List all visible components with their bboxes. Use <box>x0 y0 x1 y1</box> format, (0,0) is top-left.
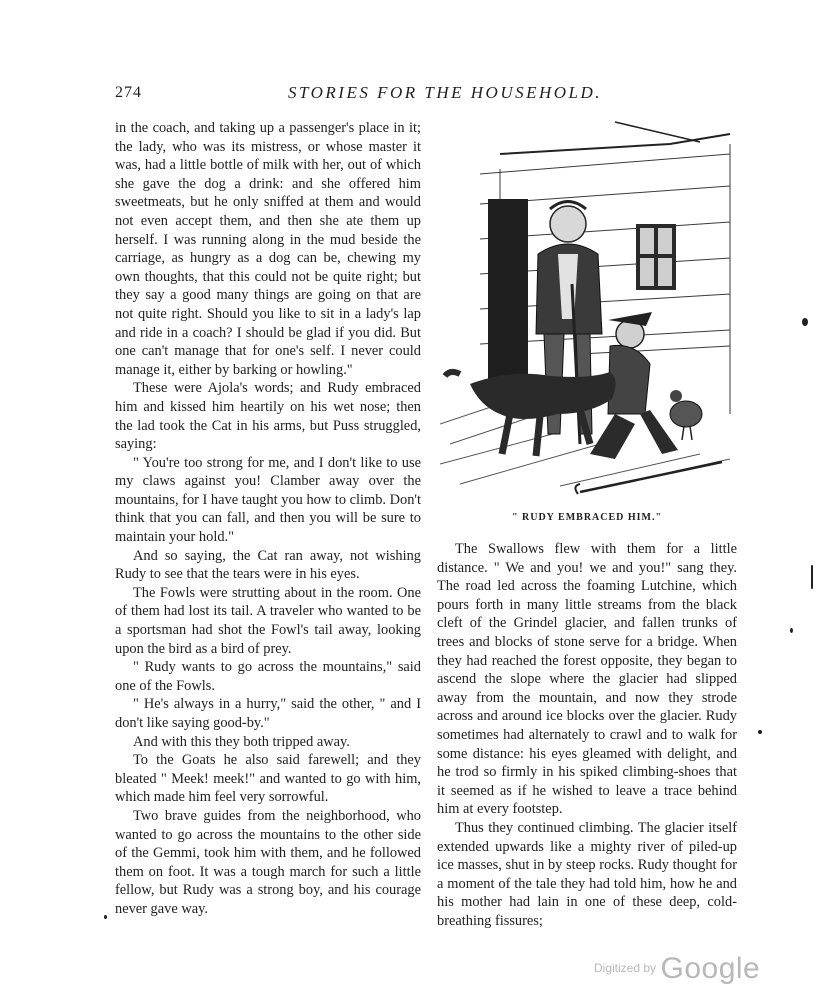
paragraph: " You're too strong for me, and I don't like to use my claws against you! Clamber away over the mountains, for I have taught you how to climb. Don't think that you can fall, and then you will be sure to maintain your hold." <box>115 454 421 546</box>
engraving-illustration <box>440 114 736 504</box>
print-speck <box>104 915 107 919</box>
paragraph: These were Ajola's words; and Rudy embraced him and kissed him heartily on his wet nose; then the lad took the Cat in his arms, but Puss struggled, saying: <box>115 380 421 453</box>
paragraph: To the Goats he also said farewell; and they bleated " Meek! meek!" and wanted to go with him, which made him feel very sorrowful. <box>115 752 421 806</box>
print-speck <box>758 730 762 734</box>
paragraph: The Fowls were strutting about in the room. One of them had lost its tail. A traveler who wanted to be a sportsman had shot the Fowl's tail away, looking upon the bird as a bird of prey. <box>115 584 421 657</box>
running-head: STORIES FOR THE HOUSEHOLD. <box>288 83 603 102</box>
google-watermark <box>594 952 760 986</box>
paragraph: And so saying, the Cat ran away, not wishing Rudy to see that the tears were in his eyes. <box>115 547 421 583</box>
paragraph: Two brave guides from the neighborhood, who wanted to go across the mountains to the other side of the Gemmi, took him with them, and he followed them on foot. It was a tough march for such a little fellow, but Rudy was a strong boy, and his courage never gave way. <box>115 807 421 917</box>
paragraph: Thus they continued climbing. The glacier itself extended upwards like a mighty river of piled-up ice masses, shut in by steep rocks. Rudy thought for a moment of the tale they had told him, how he and his mother had lain in one of these deep, cold-breathing fissures; <box>437 819 737 929</box>
google-logo: Google <box>660 952 761 985</box>
left-text-column <box>115 119 421 919</box>
page-number: 274 <box>115 84 142 101</box>
right-text-column <box>437 540 737 930</box>
print-speck <box>802 318 808 326</box>
paragraph: " He's always in a hurry," said the other, " and I don't like saying good-by." <box>115 696 421 731</box>
paragraph: " Rudy wants to go across the mountains," said one of the Fowls. <box>115 659 421 694</box>
paragraph: The Swallows flew with them for a little distance. " We and you! we and you!" sang they. The road led across the foaming Lutchine, which pours forth in many little streams from the black cleft of the Grindel glacier, and fallen trunks of trees and blocks of stone serve for a bridge. When they had reached the forest opposite, they began to ascend the slope where the glacier had slipped away from the mountain, and now they strode across and around ice blocks over the glacier. Rudy sometimes had alternately to crawl and to walk for some distance: his eyes gleamed with delight, and he trod so firmly in his spiked climbing-shoes that it seemed as if he wished to leave a trace behind him at every footstep. <box>437 541 737 818</box>
watermark-prefix: Digitized by <box>594 961 657 975</box>
figure-caption: " RUDY EMBRACED HIM." <box>511 512 663 523</box>
paragraph: And with this they both tripped away. <box>133 733 350 750</box>
paragraph: in the coach, and taking up a passenger's place in it; the lady, who was its mistress, or whose master it was, had a little bottle of milk with her, out of which she gave the dog a drink: and she offered him sweetmeats, but he only sniffed at them and would not even accept them, and then she ate them up herself. I was running along in the mud beside the carriage, as hungry as a dog can be, chewing my own thoughts, that this could not be quite right; but they say a good many things are going on that are not quite right. Should you like to sit in a lady's lap and ride in a coach? I should be glad if you did. But one can't manage that for one's self. I never could manage it, either by barking or howling." <box>115 120 421 378</box>
print-speck <box>790 628 793 633</box>
print-speck <box>811 565 813 589</box>
